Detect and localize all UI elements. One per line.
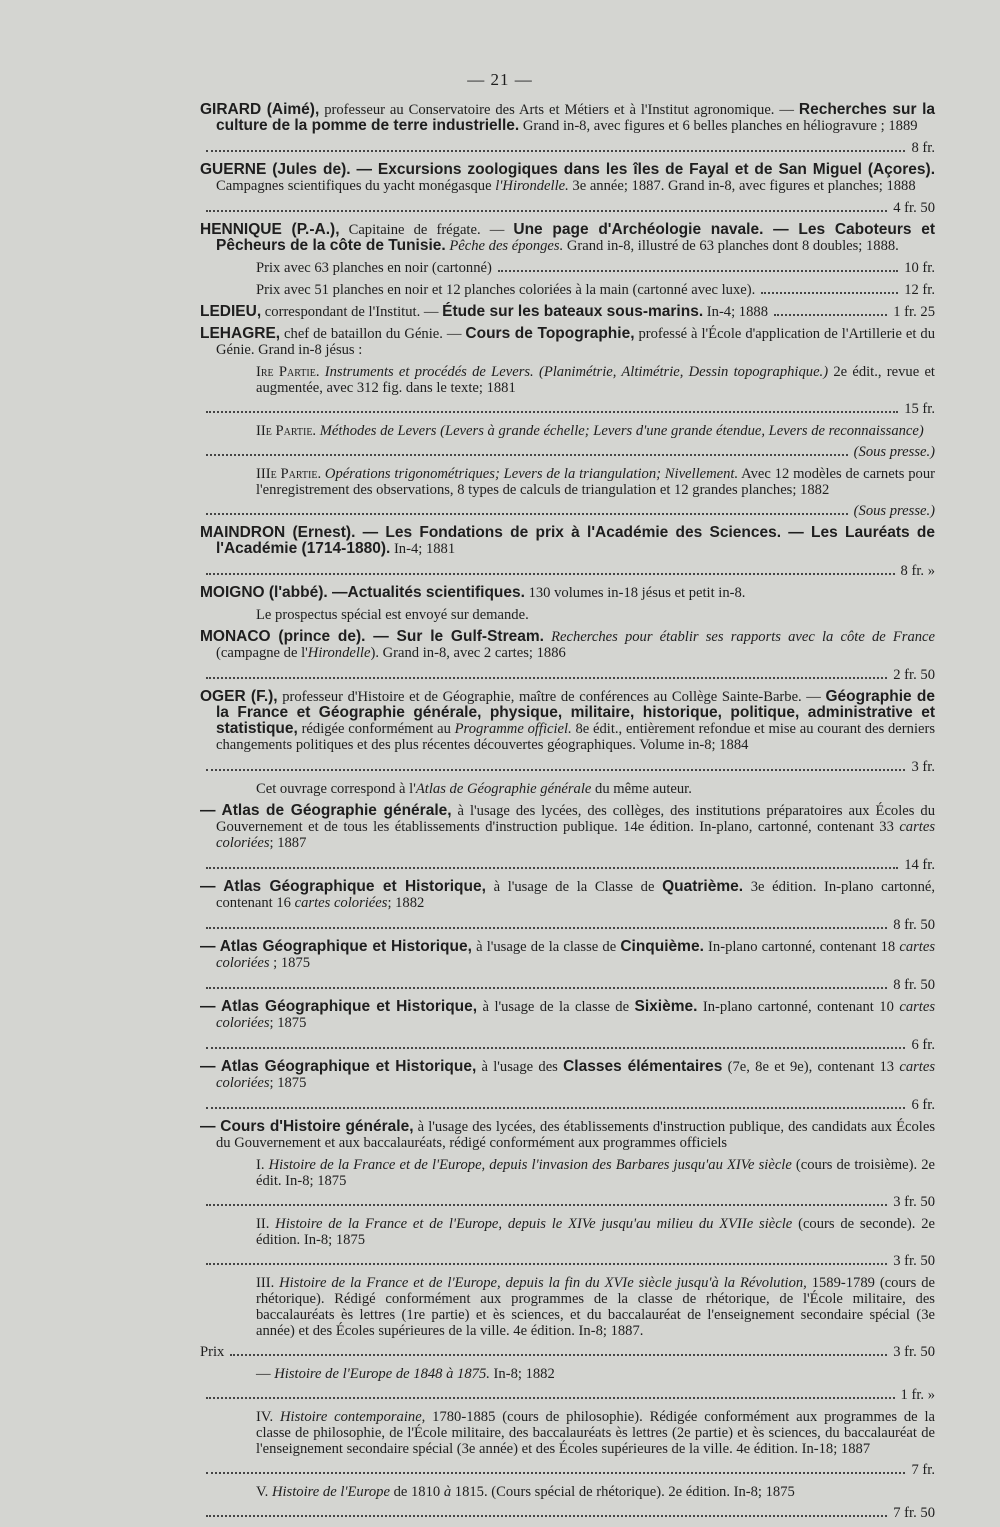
author-desc: chef de bataillon du Génie. — (280, 326, 466, 342)
atlas-title: — Atlas de Géographie générale, (200, 802, 452, 819)
price-label: Prix avec 51 planches en noir et 12 planches coloriées à la main (cartonné avec luxe). (256, 282, 756, 298)
work-details: In-4; 1881 (390, 541, 456, 557)
work-title: — Les Fondations de prix à l'Académie des Sciences. — Les Lauréats de l'Académie (1714-1880). (216, 524, 935, 557)
atlas-details: à l'usage des (476, 1059, 564, 1075)
atlas-class: Quatrième. (662, 878, 744, 895)
part-3 (200, 466, 935, 498)
price: (Sous presse.) (853, 503, 935, 519)
work-details-2: 8e édit., entièrement refondue et mise au courant des derniers changements politiques et des plus récentes découvertes géographiques. Volume in-8; 1884 (216, 721, 936, 753)
price-label: Prix (200, 1344, 225, 1360)
atlas-entry (200, 803, 935, 851)
entry-maindron (200, 525, 935, 557)
part-title: Opérations trigonométriques; Levers de la triangulation; Nivellement. (321, 466, 739, 482)
author-name: LEDIEU, (200, 303, 262, 320)
price-line (200, 401, 935, 417)
work-title: — Sur le Gulf-Stream. (365, 628, 544, 645)
work-title: Cours de Topographie, (465, 325, 635, 342)
work-italic-2: Hirondelle (307, 645, 371, 661)
part-label: IIe Partie. (256, 423, 317, 439)
price-line (200, 140, 935, 156)
price-line (200, 667, 935, 683)
price: 10 fr. (904, 260, 935, 276)
atlas-italic: cartes coloriées (294, 895, 388, 911)
part-title: Instruments et procédés de Levers. (Planimétrie, Altimétrie, Dessin topographique.) (319, 364, 829, 380)
price-line (200, 563, 935, 579)
atlas-details-3: ; 1882 (387, 895, 425, 911)
course-title: — Cours d'Histoire générale, (200, 1118, 414, 1135)
atlas-italic: cartes coloriées (216, 999, 936, 1031)
atlas-details-2: In-plano cartonné, contenant 18 (703, 939, 900, 955)
item-number: III. (256, 1275, 275, 1291)
atlas-title: — Atlas Géographique et Historique, (200, 938, 472, 955)
work-title: Géographie de la France et Géographie générale, physique, militaire, historique, politique, administrative et statistique, (216, 688, 935, 737)
atlas-details: à l'usage de la Classe de (485, 879, 663, 895)
moigno-note: Le prospectus spécial est envoyé sur demande. (256, 607, 529, 623)
atlas-title: — Atlas Géographique et Historique, (200, 998, 478, 1015)
work-details: Campagnes scientifiques du yacht monégasque (216, 178, 496, 194)
item-number: — (256, 1366, 271, 1382)
author-desc: correspondant de l'Institut. — (261, 304, 443, 320)
author-name: MONACO (prince de). (200, 628, 366, 645)
catalogue-listing (200, 102, 935, 1527)
work-title: Étude sur les bateaux sous-marins. (442, 303, 704, 320)
item-details: de 1810 (389, 1484, 444, 1500)
price: 3 fr. 50 (893, 1253, 935, 1269)
histoire-item (200, 1275, 935, 1339)
atlas-details-3: ; 1875 (269, 1015, 307, 1031)
price: 8 fr. » (900, 563, 935, 579)
author-desc: professeur au Conservatoire des Arts et Métiers et à l'Institut agronomique. — (319, 102, 799, 118)
item-title: Histoire de la France et de l'Europe, depuis la fin du XVIe siècle jusqu'à la Révolution, (274, 1275, 807, 1291)
item-title: Histoire de l'Europe (268, 1484, 390, 1500)
work-details-2: 3e année; 1887. Grand in-8, avec figures et planches; 1888 (568, 178, 916, 194)
atlas-details-2: ; 1887 (269, 835, 307, 851)
price: (Sous presse.) (853, 444, 935, 460)
atlas-italic: cartes coloriées (216, 1059, 936, 1091)
price: 4 fr. 50 (893, 200, 935, 216)
page-number: — 21 — (467, 70, 533, 89)
author-name: LEHAGRE, (200, 325, 281, 342)
item-details: 1780-1885 (cours de philosophie). Rédigée conformément aux programmes de la classe de philosophie, de l'École militaire, des baccalauréats ès lettres (2e partie) et ès sciences, du baccalauréat de l'enseignement secondaire spécial (3e année) et des Écoles supérieures de la ville. 4e édition. In-18; 1887 (256, 1409, 936, 1457)
work-details: Grand in-8, avec figures et 6 belles planches en héliogravure ; 1889 (519, 118, 918, 134)
price: 7 fr. 50 (893, 1505, 935, 1521)
histoire-item (200, 1484, 935, 1500)
note-text-2: du même auteur. (591, 781, 692, 797)
price-line (200, 759, 935, 775)
atlas-italic: cartes coloriées (216, 939, 936, 971)
price: 3 fr. (911, 759, 935, 775)
atlas-title: — Atlas Géographique et Historique, (200, 878, 486, 895)
item-title: Histoire de la France et de l'Europe, depuis l'invasion des Barbares jusqu'au XIVe siècle (264, 1157, 792, 1173)
work-italic: Recherches pour établir ses rapports avec la côte de France (543, 629, 936, 645)
oger-note (200, 781, 935, 797)
price: 12 fr. (904, 282, 935, 298)
atlas-list (200, 803, 935, 1113)
atlas-entry (200, 1059, 935, 1091)
author-name: MOIGNO (l'abbé). (200, 584, 328, 601)
atlas-details: à l'usage de la classe de (471, 939, 621, 955)
price: 15 fr. (904, 401, 935, 417)
atlas-italic: cartes coloriées (216, 819, 935, 851)
item-details: (cours de seconde). 2e édition. In-8; 1875 (256, 1216, 935, 1248)
price-label: Prix avec 63 planches en noir (cartonné) (256, 260, 492, 276)
atlas-details-2: (7e, 8e et 9e), contenant 13 (722, 1059, 900, 1075)
work-details: (campagne de l' (216, 645, 308, 661)
work-title: — Excursions zoologiques dans les îles de Fayal et de San Miguel (Açores). (350, 161, 936, 178)
item-details-2: 1815. (Cours spécial de rhétorique). 2e édition. In-8; 1875 (451, 1484, 795, 1500)
price: 3 fr. 50 (893, 1194, 935, 1210)
atlas-details-3: ; 1875 (269, 955, 311, 971)
item-title: Histoire de l'Europe de 1848 à 1875. (270, 1366, 490, 1382)
item-number: I. (256, 1157, 265, 1173)
atlas-entry (200, 999, 935, 1031)
part-details: 2e édit., revue et augmentée, avec 312 fig. dans le texte; 1881 (256, 364, 935, 396)
price-line (200, 1387, 935, 1403)
entry-girard (200, 102, 935, 134)
work-title: —Actualités scientifiques. (327, 584, 525, 601)
atlas-details: à l'usage de la classe de (477, 999, 635, 1015)
item-number: IV. (256, 1409, 274, 1425)
part-label: Ire Partie. (256, 364, 320, 380)
price: 8 fr. (911, 140, 935, 156)
atlas-title: — Atlas Géographique et Historique, (200, 1058, 477, 1075)
work-title: Recherches sur la culture de la pomme de terre industrielle. (216, 101, 936, 134)
item-details: 1589-1789 (cours de rhétorique). Rédigé conformément aux programmes de la classe de rhétorique, de l'École militaire, des baccalauréats ès lettres (1re partie) et ès sciences, et du baccalauréat de l'enseignement secondaire spécial (3e année) et des Écoles supérieures de la ville. 4e édition. In-8; 1887. (256, 1275, 935, 1339)
work-details: 130 volumes in-18 jésus et petit in-8. (524, 585, 746, 601)
work-details: Grand in-8, illustré de 63 planches dont 8 doubles; 1888. (563, 238, 899, 254)
part-label: IIIe Partie. (256, 466, 322, 482)
price-line (200, 1505, 935, 1521)
price-line (200, 260, 935, 276)
work-details: rédigée conformément au (297, 721, 455, 737)
part-details: Avec 12 modèles de carnets pour l'enregistrement des observations, 8 types de calculs de triangulation et 12 grandes planches; 1882 (256, 466, 935, 498)
atlas-details-3: ; 1875 (269, 1075, 307, 1091)
part-2 (200, 423, 935, 439)
entry-hennique (200, 222, 935, 254)
price-line (200, 977, 935, 993)
item-title: Histoire de la France et de l'Europe, depuis le XIVe jusqu'au milieu du XVIIe siècle (269, 1216, 793, 1232)
item-number: II. (256, 1216, 270, 1232)
atlas-entry (200, 939, 935, 971)
price-line (200, 1462, 935, 1478)
entry-guerne (200, 162, 935, 194)
price-line (200, 1097, 935, 1113)
price: 1 fr. 25 (893, 304, 935, 320)
item-number: V. (256, 1484, 269, 1500)
item-details: (cours de troisième). 2e édit. In-8; 1875 (256, 1157, 935, 1189)
atlas-class: Classes élémentaires (563, 1058, 723, 1075)
part-title: Méthodes de Levers (Levers à grande échelle; Levers d'une grande étendue, Levers de reconnaissance) (316, 423, 924, 439)
price-line (200, 917, 935, 933)
author-name: HENNIQUE (P.-A.), (200, 221, 340, 238)
histoire-item (200, 1157, 935, 1189)
price: 1 fr. » (900, 1387, 935, 1403)
work-italic: l'Hirondelle. (495, 178, 569, 194)
price-line (200, 444, 935, 460)
price-line (200, 857, 935, 873)
course-details: à l'usage des lycées, des établissements d'instruction publique, des candidats aux Écoles du Gouvernement et aux baccalauréats, rédigé conformément aux programmes officiels (216, 1119, 935, 1151)
price: 8 fr. 50 (893, 917, 935, 933)
author-name: GUERNE (Jules de). (200, 161, 351, 178)
price: 6 fr. (911, 1097, 935, 1113)
entry-ledieu (200, 304, 935, 320)
atlas-entry (200, 879, 935, 911)
item-title: Histoire contemporaine, (273, 1409, 426, 1425)
atlas-details-2: 3e édition. In-plano cartonné, contenant 16 (216, 879, 935, 911)
price-line (200, 1344, 935, 1360)
atlas-class: Sixième. (634, 998, 698, 1015)
price-line (200, 200, 935, 216)
note-text: Cet ouvrage correspond à l' (256, 781, 416, 797)
price: 8 fr. 50 (893, 977, 935, 993)
price: 14 fr. (904, 857, 935, 873)
price: 6 fr. (911, 1037, 935, 1053)
entry-monaco (200, 629, 935, 661)
author-name: GIRARD (Aimé), (200, 101, 320, 118)
work-details-2: ). Grand in-8, avec 2 cartes; 1886 (370, 645, 566, 661)
item-details: In-8; 1882 (489, 1366, 555, 1382)
author-name: OGER (F.), (200, 688, 278, 705)
work-details: In-4; 1888 (703, 304, 768, 320)
author-desc: Capitaine de frégate. — (339, 222, 514, 238)
part-1 (200, 364, 935, 396)
price: 2 fr. 50 (893, 667, 935, 683)
entry-lehagre (200, 326, 935, 358)
atlas-details: à l'usage des lycées, des collèges, des institutions préparatoires aux Écoles du Gouvernement et de tous les établissements d'instruction publique. 14e édition. In-plano, cartonné, contenant 33 (216, 803, 935, 835)
price: 7 fr. (911, 1462, 935, 1478)
author-name: MAINDRON (Ernest). (200, 524, 356, 541)
price-line (200, 1253, 935, 1269)
price-line (200, 1037, 935, 1053)
price-line (200, 282, 935, 298)
price-line (200, 1194, 935, 1210)
entry-histoire (200, 1119, 935, 1151)
price-line (200, 503, 935, 519)
histoire-item (200, 1216, 935, 1248)
note-italic: Atlas de Géographie générale (415, 781, 592, 797)
histoire-item (200, 1366, 935, 1382)
entry-moigno (200, 585, 935, 601)
work-italic: Programme officiel. (454, 721, 572, 737)
author-desc: professeur d'Histoire et de Géographie, maître de conférences au Collège Sainte-Barbe. — (277, 689, 826, 705)
atlas-details-2: In-plano cartonné, contenant 10 (697, 999, 900, 1015)
price: 3 fr. 50 (893, 1344, 935, 1360)
work-details: professé à l'École d'application de l'Artillerie et du Génie. Grand in-8 jésus : (216, 326, 935, 358)
work-title: Une page d'Archéologie navale. — Les Caboteurs et Pêcheurs de la côte de Tunisie. (216, 221, 935, 254)
entry-oger (200, 689, 935, 753)
item-italic-2: à (443, 1484, 452, 1500)
atlas-class: Cinquième. (620, 938, 704, 955)
histoire-item (200, 1409, 935, 1457)
work-italic: Pêche des éponges. (445, 238, 564, 254)
